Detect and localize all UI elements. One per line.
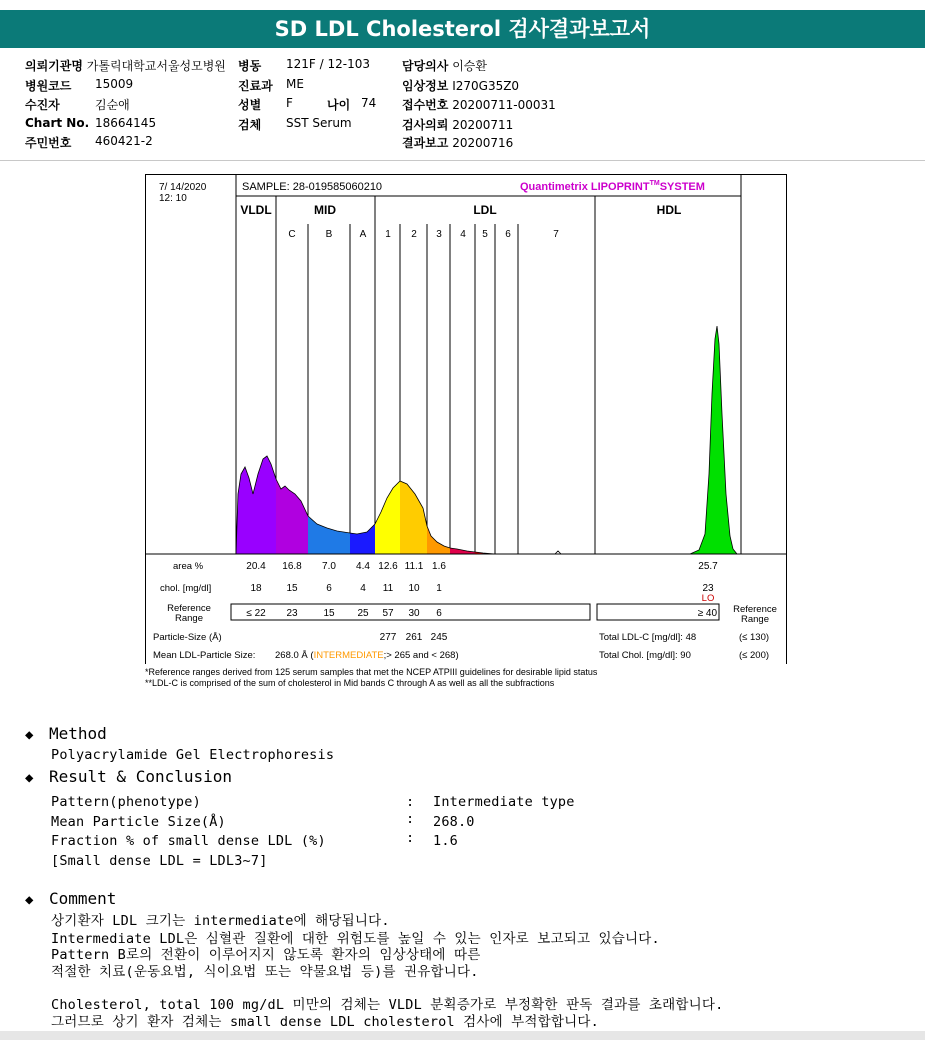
info-chart-no: Chart No. 18664145 [25,116,157,130]
subband-label: 7 [553,229,559,240]
comment-line: 상기환자 LDL 크기는 intermediate에 해당됩니다. [51,913,390,929]
row-label-size: Particle-Size (Å) [153,632,222,643]
divider [0,160,925,161]
result-value-pattern: Intermediate type [433,794,575,810]
ref-value: ≤ 22 [246,608,266,619]
row-label-mean: Mean LDL-Particle Size: [153,650,256,661]
fraction-area [375,481,400,554]
group-label-vldl: VLDL [240,203,272,217]
result-label-fraction: Fraction % of small dense LDL (%) [51,833,326,849]
footnote-1: *Reference ranges derived from 125 serum samples that met the NCEP ATPIII guidelines for desirable lipid status [145,667,598,677]
area-value: 11.1 [404,561,424,572]
ref-value: 30 [408,608,420,619]
info-institution: 의뢰기관명 가톨릭대학교서울성모병원 [25,59,226,73]
info-hospital-code: 병원코드 15009 [25,77,134,93]
total-ldl: Total LDL-C [mg/dl]: 48 [599,632,697,643]
ref-value: 15 [323,608,335,619]
info-patient-name: 수진자 김순애 [25,98,130,112]
info-report-date: 결과보고 20200716 [402,136,514,150]
hdl-flag: LO [701,593,715,604]
band-dividers [236,196,741,554]
chol-value: 1 [436,583,442,594]
total-ldl-ref: (≤ 130) [739,632,770,643]
mean-size-value: 268.0 Å (INTERMEDIATE;> 265 and < 268) [275,650,459,661]
subband-label: A [359,229,367,240]
chol-value: 15 [286,583,298,594]
info-clinical: 임상정보 I270G35Z0 [402,79,520,93]
info-doctor: 담당의사 이승환 [402,59,487,73]
fraction-area [427,526,450,554]
fraction-area [350,524,375,554]
info-specimen: 검체 SST Serum [238,116,352,132]
subband-label: 6 [505,229,511,240]
subband-label: 5 [482,229,488,240]
result-label-size: Mean Particle Size(Å) [51,814,226,830]
row-label-chol: chol. [mg/dl] [160,583,212,594]
info-age: 나이 74 [327,96,377,112]
comment-line: 그러므로 상기 환자 검체는 small dense LDL cholesterol 검사에 부적합합니다. [51,1014,599,1030]
subband-labels [288,229,559,240]
ref-label-right: Reference Range [733,604,777,625]
total-chol: Total Chol. [mg/dl]: 90 [599,650,691,661]
diamond-icon: ◆ [25,892,34,908]
result-value-fraction: 1.6 [433,833,458,849]
result-label-pattern: Pattern(phenotype) [51,794,201,810]
result-value-size: 268.0 [433,814,475,830]
subband-label: B [325,229,333,240]
diamond-icon: ◆ [25,727,34,743]
subband-label: 4 [460,229,466,240]
row-label-area: area % [173,561,204,572]
size-value: 277 [379,632,397,643]
report-title: SD LDL Cholesterol 검사결과보고서 [0,10,925,48]
chart-time: 12: 10 [159,193,187,204]
subband-label: 2 [411,229,417,240]
ref-value: 23 [286,608,298,619]
brand-logo: Quantimetrix LIPOPRINT™SYSTEM [520,180,705,193]
bottom-bar [0,1031,925,1040]
group-label-ldl: LDL [473,203,497,217]
value-rows [246,561,448,643]
ref-value: 6 [436,608,442,619]
info-sex: 성별 F [238,96,293,112]
group-label-mid: MID [314,203,336,217]
total-chol-ref: (≤ 200) [739,650,770,661]
comment-heading: ◆ Comment [25,889,117,908]
result-sep: : [406,830,415,846]
subband-label: 1 [385,229,391,240]
info-ward: 병동 121F / 12-103 [238,57,370,73]
chol-value: 4 [360,583,366,594]
result-heading: ◆ Result & Conclusion [25,767,233,786]
size-value: 261 [405,632,423,643]
info-request-date: 검사의뢰 20200711 [402,118,514,132]
area-value: 16.8 [282,561,302,572]
sample-id: SAMPLE: 28-019585060210 [242,181,383,193]
subband-label: 3 [436,229,442,240]
comment-line: Cholesterol, total 100 mg/dL 미만의 검체는 VLDL 분획증가로 부정확한 판독 결과를 초래합니다. [51,997,724,1013]
ref-value: 57 [382,608,394,619]
comment-line: Pattern B로의 전환이 이루어지지 않도록 환자의 임상상태에 따른 [51,947,481,963]
chol-value: 11 [382,583,394,594]
result-note: [Small dense LDL = LDL3~7] [51,853,268,869]
diamond-icon: ◆ [25,770,34,786]
lipoprint-svg [145,174,787,664]
area-value: 7.0 [322,561,336,572]
hdl-ref: ≥ 40 [697,608,717,619]
area-value: 12.6 [378,561,398,572]
fraction-area [236,456,276,554]
row-label-ref: Reference Range [167,603,211,624]
comment-line: 적절한 치료(운동요법, 식이요법 또는 약물요법 등)를 권유합니다. [51,964,479,980]
hdl-chol: 23 [702,583,714,594]
method-text: Polyacrylamide Gel Electrophoresis [51,747,335,763]
info-resident-no: 주민번호 460421-2 [25,134,153,150]
info-receipt-no: 접수번호 20200711-00031 [402,98,556,112]
hdl-area: 25.7 [698,561,718,572]
chol-value: 18 [250,583,262,594]
result-sep: : [406,794,415,810]
info-department: 진료과 ME [238,77,304,93]
electrophoresis-curve [236,326,741,554]
comment-line: Intermediate LDL은 심혈관 질환에 대한 위험도를 높일 수 있는 인자로 보고되고 있습니다. [51,931,660,947]
area-value: 20.4 [246,561,266,572]
ref-value: 25 [357,608,369,619]
chol-value: 6 [326,583,332,594]
group-label-hdl: HDL [656,203,682,217]
chart-date: 7/ 14/2020 [159,182,207,193]
subband-label: C [288,229,296,240]
chol-value: 10 [408,583,420,594]
size-value: 245 [430,632,448,643]
method-heading: ◆ Method [25,724,107,743]
fraction-area [276,479,308,554]
lipoprint-chart [145,174,787,664]
footnote-2: **LDL-C is comprised of the sum of cholesterol in Mid bands C through A as well as all the subfractions [145,678,555,688]
result-sep: : [406,811,415,827]
area-value: 4.4 [356,561,370,572]
area-value: 1.6 [432,561,446,572]
